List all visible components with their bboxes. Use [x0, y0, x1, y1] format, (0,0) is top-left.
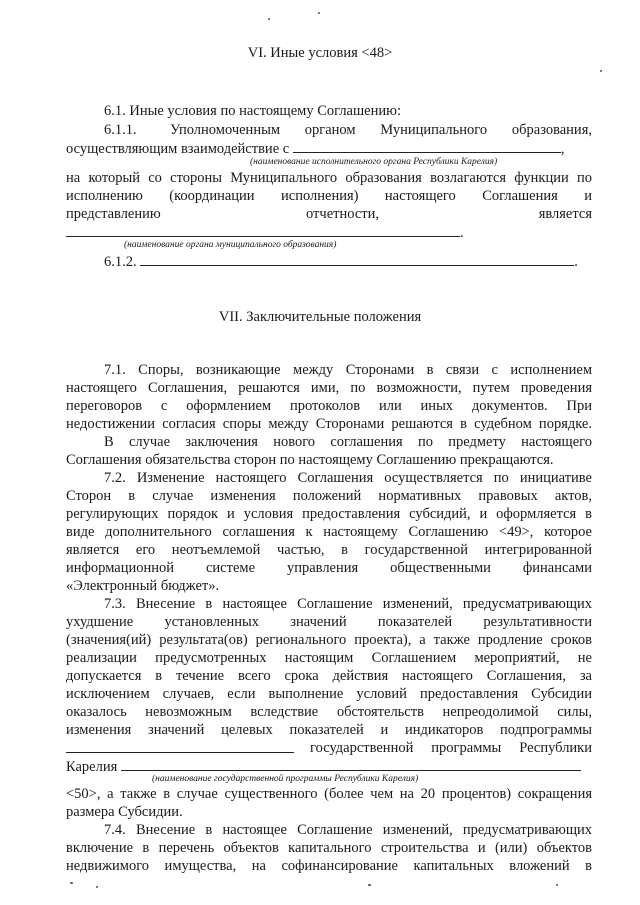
text-line: недвижимого имущества, на софинансирование капитальных вложений в	[66, 858, 592, 874]
scan-speck	[268, 18, 270, 20]
text-line: регулирующих порядок и условия предоставления субсидий, и оформляется в	[66, 506, 592, 522]
blank-field-subprogram	[66, 739, 294, 753]
text-line: виде дополнительного соглашения к настоящему Соглашению <49>, которое	[66, 524, 592, 540]
clause-6-1-1-line6: .	[66, 223, 592, 242]
scan-speck	[96, 886, 98, 888]
text-line: допускается в течение всего срока действия настоящего Соглашения, за	[66, 668, 592, 684]
text-line: исключением случаев, если выполнение условий предоставления Субсидии	[66, 686, 592, 702]
section-6-title: VI. Иные условия <48>	[247, 45, 393, 61]
text-line: информационной системе управления общественными финансами	[66, 560, 592, 576]
text-line: переговоров с оформлением протоколов или иных документов. При	[66, 398, 592, 414]
text-line: включение в перечень объектов капитального строительства и (или) объектов	[66, 840, 592, 856]
text-line: оказалось невозможным вследствие обстоятельств непреодолимой силы,	[66, 704, 592, 720]
word-predstavleniyu: представлению	[66, 206, 161, 222]
scan-speck	[70, 882, 73, 884]
clause-6-1-1-interact-text: осуществляющим взаимодействие с	[66, 141, 290, 157]
clause-6-1-2-number: 6.1.2.	[104, 254, 137, 270]
text-line: реализации предусмотренных настоящим Соглашением мероприятий, не	[66, 650, 592, 666]
clause-6-1-2-row: 6.1.2. .	[104, 254, 578, 270]
clause-6-1-1-line2: осуществляющим взаимодействие с ,	[66, 141, 565, 157]
word-yavlyaetsya: является	[538, 206, 592, 222]
text-line: 7.2. Изменение настоящего Соглашения осуществляется по инициативе	[104, 470, 592, 486]
scan-speck	[318, 12, 320, 14]
text-line: 7.3. Внесение в настоящее Соглашение изменений, предусматривающих	[104, 596, 592, 612]
text-line: Сторон в случае изменения положений нормативных правовых актов,	[66, 488, 592, 504]
text-line: Соглашения обязательства сторон по настоящему Соглашению прекращаются.	[66, 452, 554, 468]
caption-state-program: (наименование государственной программы Республики Карелия)	[152, 774, 419, 784]
text-line: является его неотъемлемой частью, в государственной интегрированной	[66, 542, 592, 558]
text-line-with-blank	[66, 739, 592, 758]
scan-speck	[368, 884, 371, 886]
text-line: 7.4. Внесение в настоящее Соглашение изменений, предусматривающих	[104, 822, 592, 838]
clause-6-1-1-line3: на который со стороны Муниципального образования возлагаются функции по	[66, 170, 592, 186]
text-line: В случае заключения нового соглашения по предмету настоящего	[104, 434, 592, 450]
caption-municipal-body: (наименование органа муниципального образования)	[124, 240, 337, 250]
text-line: <50>, а также в случае существенного (более чем на 20 процентов) сокращения	[66, 786, 592, 802]
text-line: размера Субсидии.	[66, 804, 183, 820]
clause-6-1-1-text: Уполномоченным органом Муниципального образования,	[170, 122, 592, 138]
text-line: «Электронный бюджет».	[66, 578, 220, 594]
text-line: (значения(ий) результата(ов) регионального проекта), а также продление сроков	[66, 632, 592, 648]
word-otchetnosti: отчетности,	[306, 206, 379, 222]
blank-field-6-1-2	[140, 252, 574, 266]
word-karelia: Карелия	[66, 759, 118, 775]
text-line: недостижении согласия споры между Сторонами решаются в судебном порядке.	[66, 416, 592, 432]
blank-field-municipal-body	[66, 223, 460, 237]
clause-6-1-1-number: 6.1.1.	[104, 122, 137, 138]
text-line: ухудшение установленных значений показателей результативности	[66, 614, 592, 630]
section-7-title: VII. Заключительные положения	[218, 309, 422, 325]
state-program-text: государственной программы Республики	[310, 740, 592, 756]
text-line: настоящего Соглашения, решаются ими, по возможности, путем проведения	[66, 380, 592, 396]
clause-6-1: 6.1. Иные условия по настоящему Соглашению:	[104, 103, 401, 119]
text-line: изменения значений целевых показателей и индикаторов подпрограммы	[66, 722, 592, 738]
text-line: 7.1. Споры, возникающие между Сторонами в связи с исполнением	[104, 362, 592, 378]
scan-speck	[556, 884, 558, 886]
blank-field-exec-body	[293, 139, 561, 153]
caption-exec-body: (наименование исполнительного органа Республики Карелия)	[250, 157, 498, 167]
blank-field-state-program	[121, 757, 581, 771]
clause-6-1-1-line4: исполнению (координации исполнения) настоящего Соглашения и	[66, 188, 592, 204]
clause-6-1-1-row	[104, 121, 592, 139]
scan-speck	[600, 70, 602, 72]
